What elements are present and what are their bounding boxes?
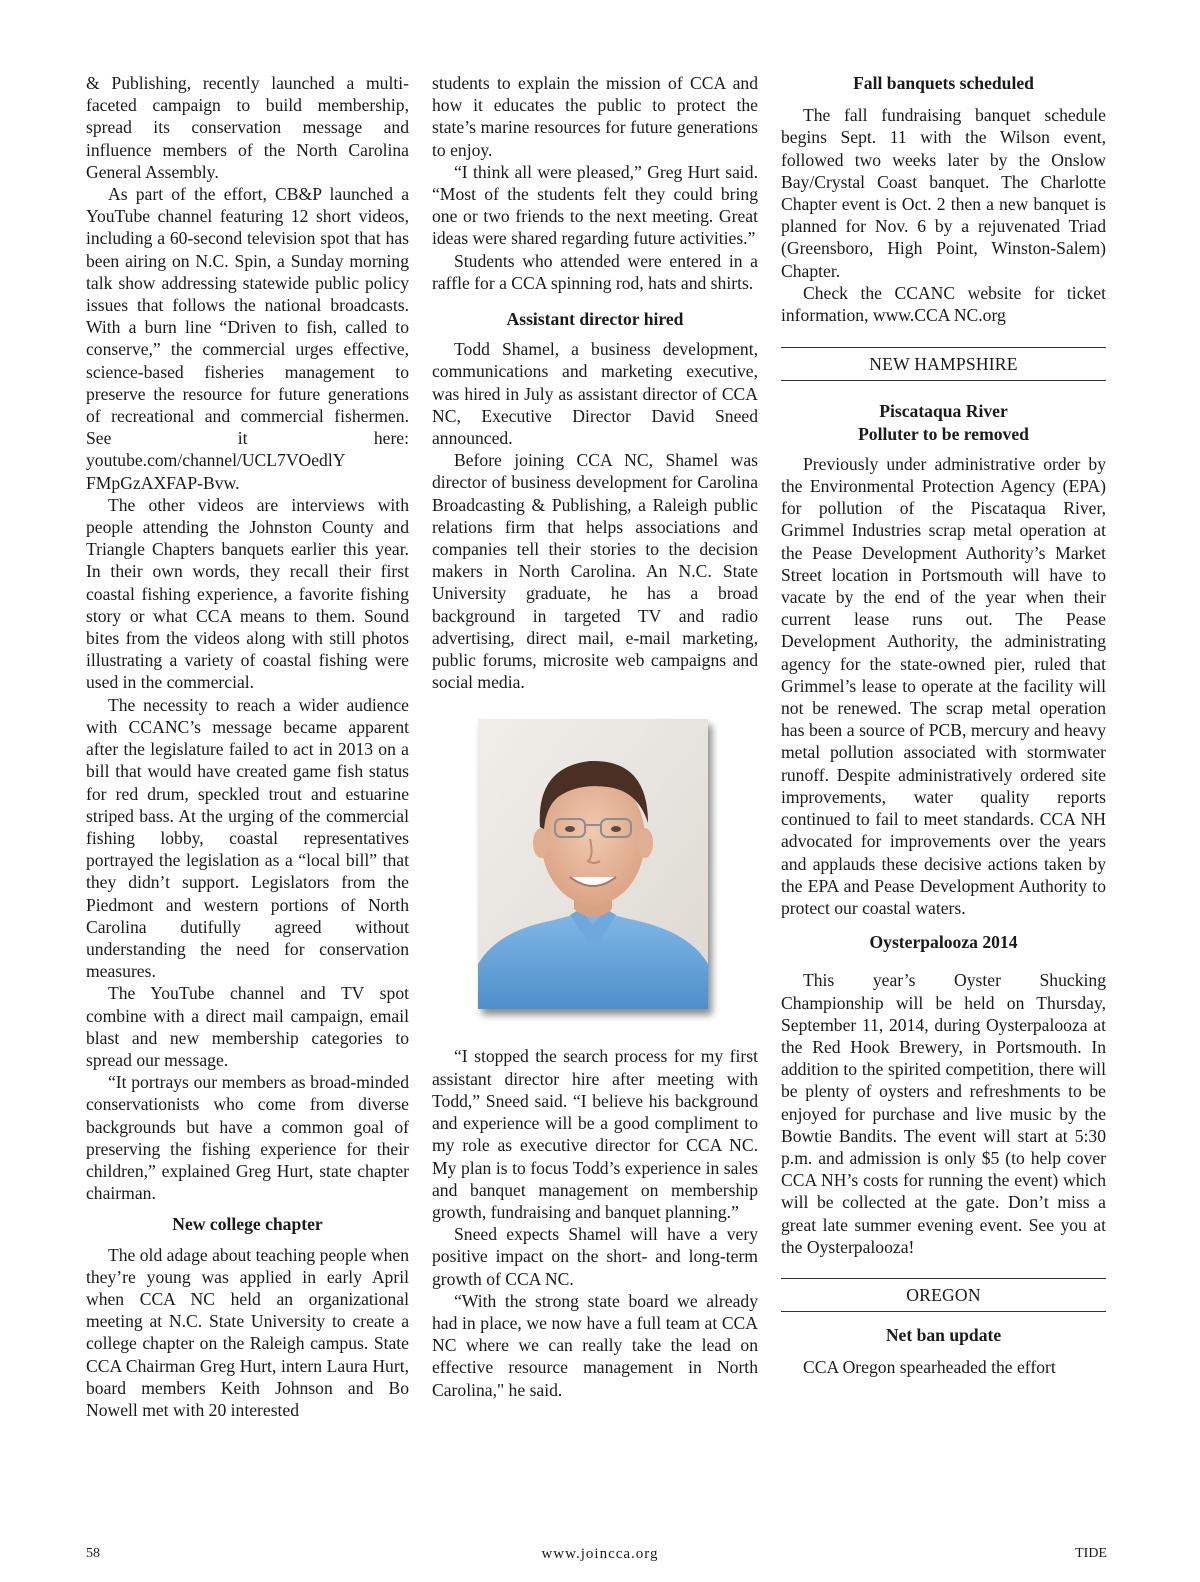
column-2 (432, 72, 758, 1401)
section-heading-new-college-chapter: New college chapter (172, 1214, 323, 1235)
section-heading-assistant-director: Assistant director hired (506, 309, 684, 330)
page-number: 58 (86, 1546, 100, 1561)
paragraph: The necessity to reach a wider audience with CCANC’s message became apparent after the legislature failed to act in 2013 on a bill that would have created game fish status for red drum, speckled trout and estuarine striped bass. At the urging of the commercial fishing lobby, coastal representatives portrayed the legislation as a “local bill” that they didn’t support. Legislators from the Piedmont and western portions of North Carolina dutifully agreed without understanding the need for conservation measures. (86, 694, 409, 982)
portrait-photo (478, 719, 708, 1009)
paragraph: students to explain the mission of CCA and how it educates the public to protect the state’s marine resources for future generations to enjoy. (432, 73, 758, 160)
section-heading-fall-banquets: Fall banquets scheduled (853, 73, 1034, 93)
section-heading-net-ban: Net ban update (885, 1325, 1002, 1346)
paragraph: CCA Oregon spearheaded the effort (803, 1357, 1056, 1378)
paragraph: “It portrays our members as broad-minded conservationists who come from diverse backgrounds but have a common goal of preserving the fishing experience for their children,” explained Greg Hurt, state chapter chairman. (86, 1072, 409, 1204)
section-heading-oysterpalooza: Oysterpalooza 2014 (869, 932, 1018, 953)
publication-name: TIDE (1075, 1546, 1107, 1561)
paragraph: “With the strong state board we already had in place, we now have a full team at CCA NC where we can really take the lead on effective resource management in North Carolina," he said. (432, 1290, 758, 1400)
paragraph: As part of the effort, CB&P launched a YouTube channel featuring 12 short videos, including a 60-second television spot that has been airing on N.C. Spin, a Sunday morning talk show addressing statewide public policy issues that follows the national broadcasts. With a burn line “Driven to fish, called to conserve,” the commercial urges effective, science-based fisheries management to preserve the resource for future generations of recreational and commercial fishermen. See it here: youtube.com/channel/UCL7VOedlY FMpGzAXFAP-Bvw. (86, 184, 409, 493)
section-subheading-polluter: Polluter to be removed (858, 423, 1029, 444)
paragraph: Students who attended were entered in a raffle for a CCA spinning rod, hats and shirts. (432, 250, 758, 293)
column-1 (86, 72, 409, 1421)
paragraph: Check the CCANC website for ticket information, www.CCA NC.org (781, 282, 1106, 326)
paragraph: The YouTube channel and TV spot combine with a direct mail campaign, email blast and new membership categories to spread our message. (86, 983, 409, 1070)
footer-website: www.joincca.org (541, 1546, 659, 1562)
paragraph: The other videos are interviews with people attending the Johnston County and Triangle Chapters banquets earlier this year. In their own words, they recall their first coastal fishing experience, a favorite fishing story or what CCA means to them. Sound bites from the videos along with still photos illustrating a variety of coastal fishing were used in the commercial. (86, 494, 409, 693)
paragraph: “I think all were pleased,” Greg Hurt said. “Most of the students felt they could bring one or two friends to the next meeting. Great ideas were shared regarding future activities.” (432, 161, 758, 249)
portrait-photo-icon (478, 719, 708, 1009)
paragraph: “I stopped the search process for my first assistant director hire after meeting with Todd,” Sneed said. “I believe his background and experience will be a good compliment to my role as executive director for CCA NC. My plan is to focus Todd’s experience in sales and banquet management on membership growth, fundraising and banquet planning.” (432, 1046, 758, 1222)
paragraph: Previously under administrative order by the Environmental Protection Agency (EPA) for pollution of the Piscataqua River, Grimmel Industries scrap metal operation at the Pease Development Authority’s Market Street location in Portsmouth will have to vacate by the end of the year when their current lease runs out. The Pease Development Authority, the administrating agency for the state-owned pier, ruled that Grimmel’s lease to operate at the facility will not be renewed. The scrap metal operation has been a source of PCB, mercury and heavy metal pollution associated with stormwater runoff. Despite administratively ordered site improvements, water quality reports continued to fail to meet standards. CCA NH advocated for improvements over the years and applauds these decisive actions taken by the EPA and Pease Development Authority to protect our coastal waters. (781, 453, 1106, 918)
paragraph: This year’s Oyster Shucking Championship will be held on Thursday, September 11, 2014, during Oysterpalooza at the Red Hook Brewery, in Portsmouth. In addition to the spirited competition, there will be plenty of oysters and refreshments to be enjoyed for purchase and live music by the Bowtie Bandits. The event will start at 5:30 p.m. and admission is only $5 (to help cover CCA NH’s costs for running the event) which will be collected at the gate. Don’t miss a great late summer evening event. See you at the Oysterpalooza! (781, 970, 1106, 1257)
state-header-new-hampshire: NEW HAMPSHIRE (781, 347, 1106, 381)
paragraph: Todd Shamel, a business development, communications and marketing executive, was hired in July as assistant director of CCA NC, Executive Director David Sneed announced. (432, 339, 758, 449)
paragraph: The old adage about teaching people when they’re young was applied in early April when CCA NC held an organizational meeting at N.C. State University to create a college chapter on the Raleigh campus. State CCA Chairman Greg Hurt, intern Laura Hurt, board members Keith Johnson and Bo Nowell met with 20 interested (86, 1244, 409, 1420)
paragraph: Before joining CCA NC, Shamel was director of business development for Carolina Broadcasting & Publishing, a Raleigh public relations firm that helps associations and companies tell their stories to the decision makers in North Carolina. An N.C. State University graduate, he has a broad background in targeted TV and radio advertising, direct mail, e-mail marketing, public forums, microsite web campaigns and social media. (432, 450, 758, 693)
section-heading-piscataqua: Piscataqua River (879, 401, 1008, 422)
state-header-oregon: OREGON (781, 1278, 1106, 1312)
paragraph: & Publishing, recently launched a multi-faceted campaign to build membership, spread its conservation message and influence members of the North Carolina General Assembly. (86, 73, 409, 182)
column-3 (781, 72, 1106, 1379)
paragraph: Sneed expects Shamel will have a very positive impact on the short- and long-term growth of CCA NC. (432, 1224, 758, 1289)
paragraph: The fall fundraising banquet schedule begins Sept. 11 with the Wilson event, followed two weeks later by the Onslow Bay/Crystal Coast banquet. The Charlotte Chapter event is Oct. 2 then a new banquet is planned for Nov. 6 by a rejuvenated Triad (Greensboro, High Point, Winston-Salem) Chapter. (781, 105, 1106, 281)
